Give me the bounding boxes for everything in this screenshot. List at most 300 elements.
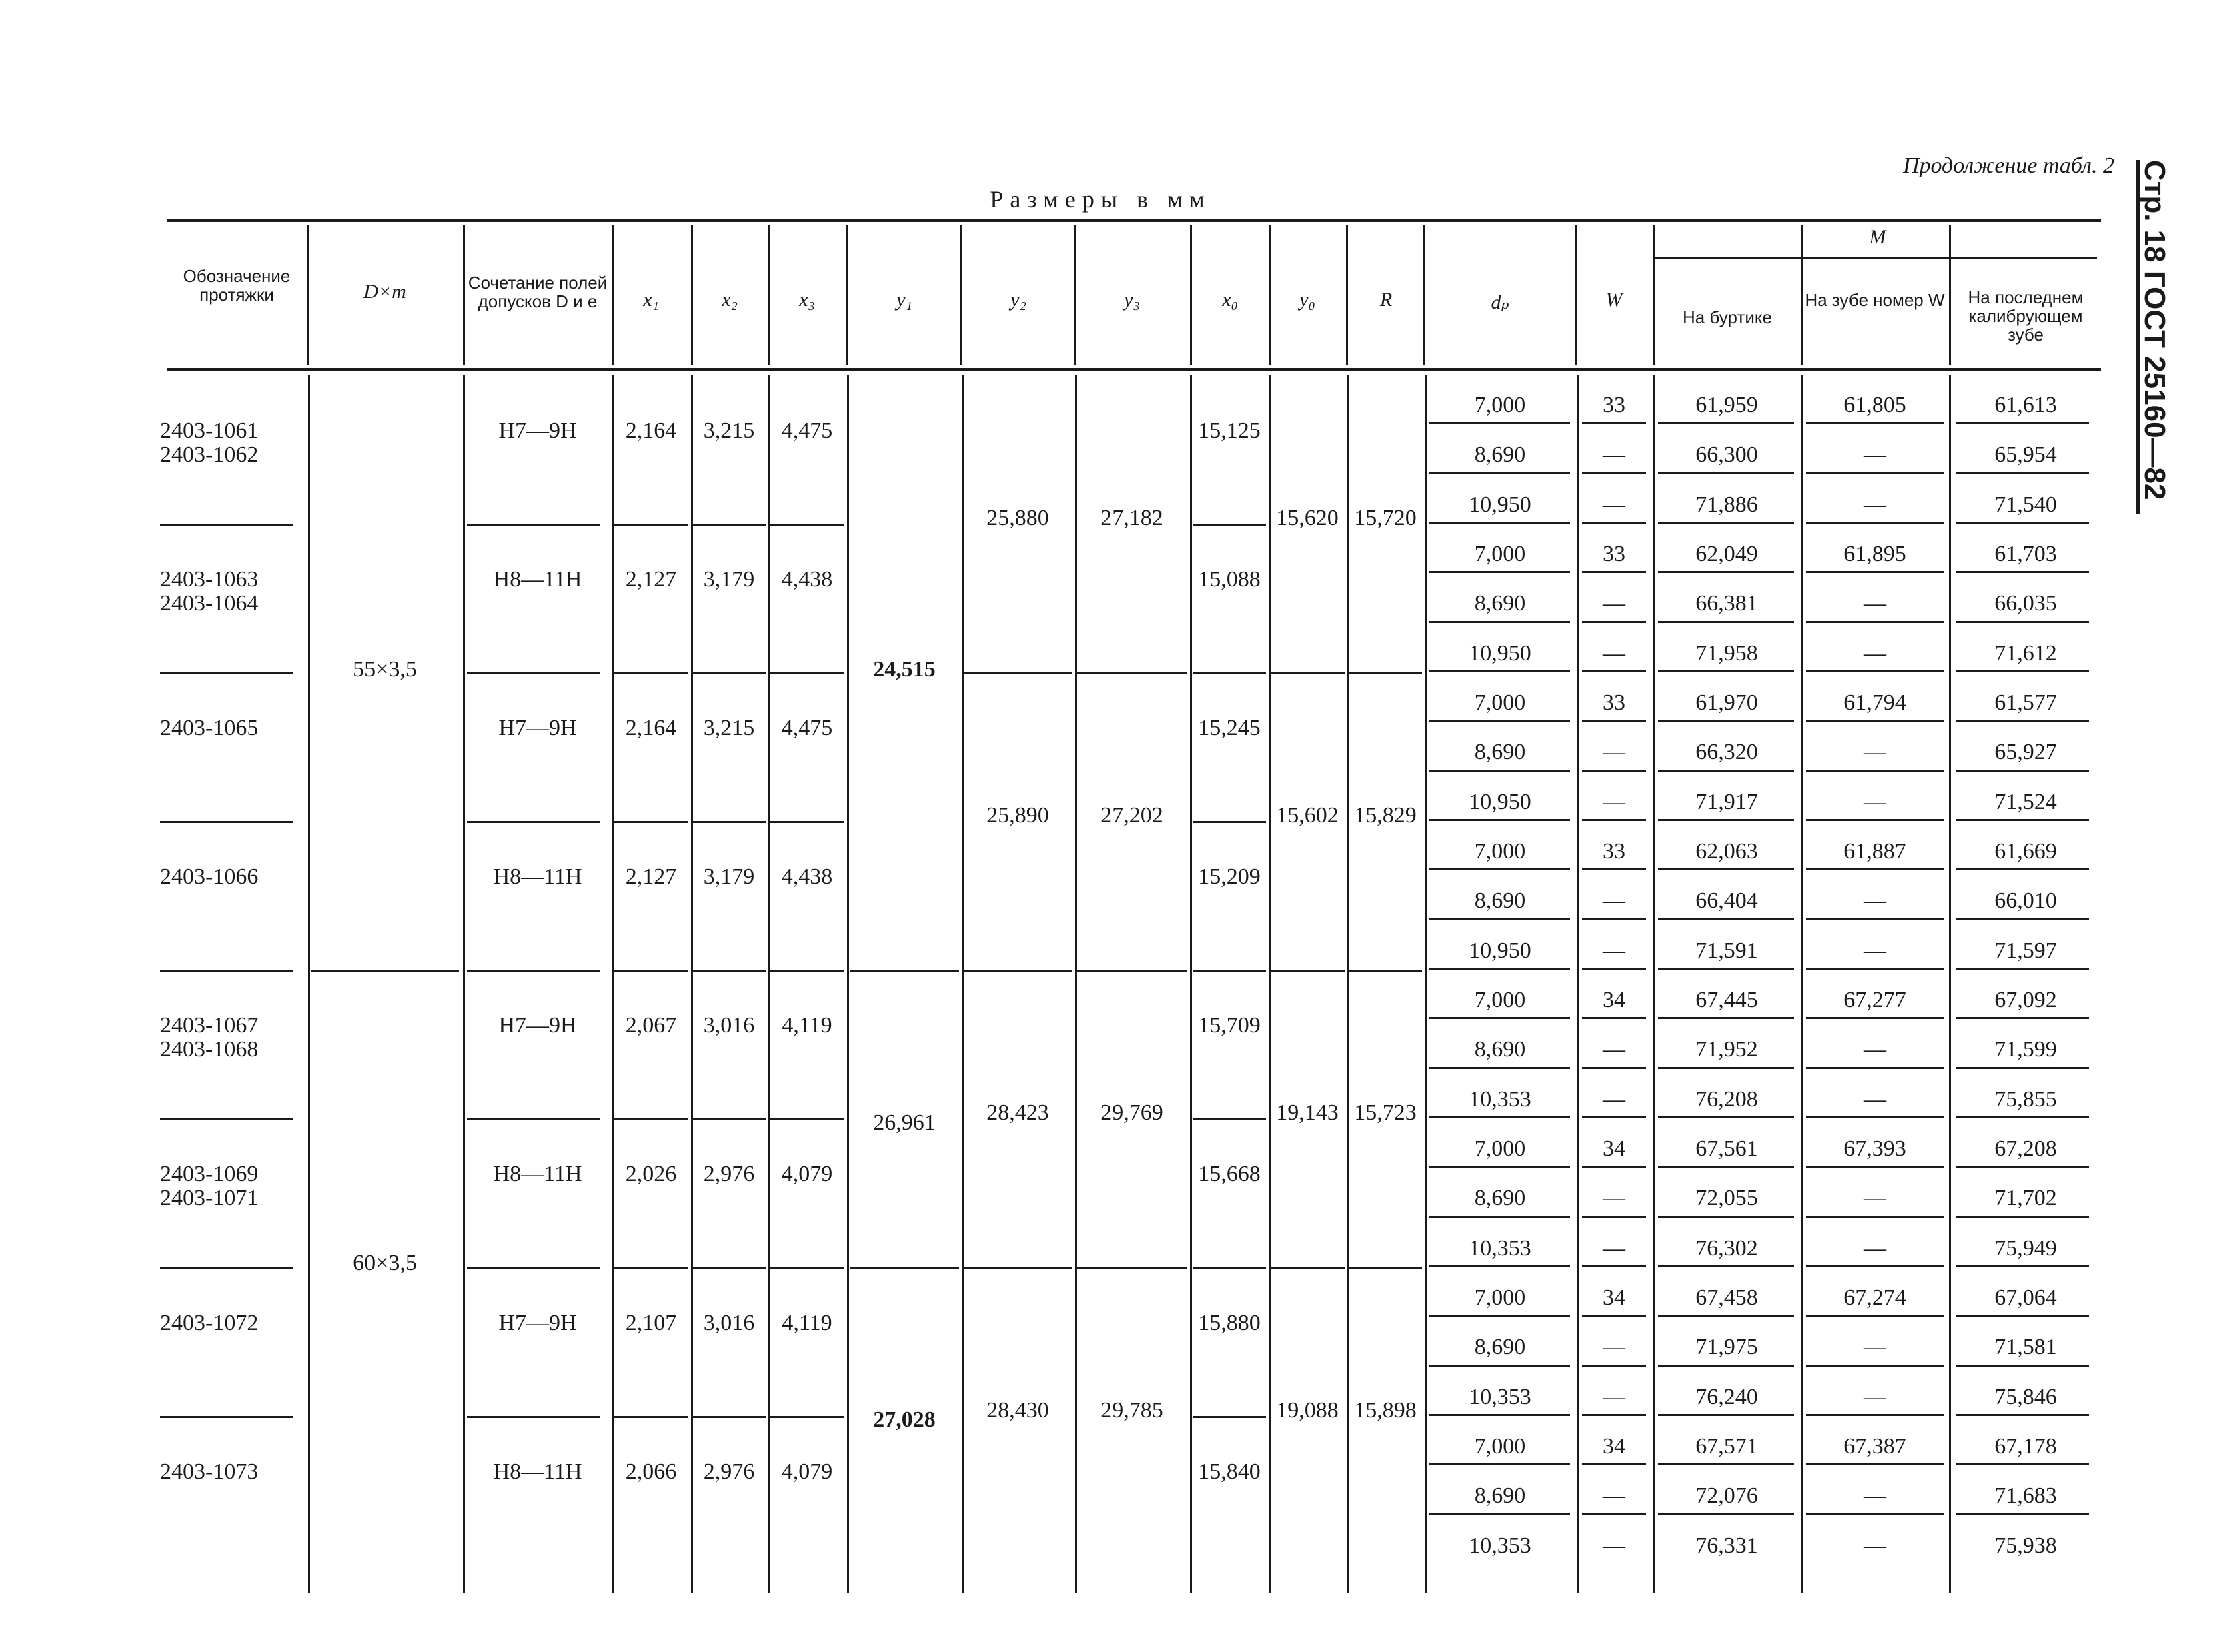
- side-label-text: Стр. 18 ГОСТ 25160—82: [2138, 160, 2171, 500]
- w-value: —: [1603, 938, 1625, 963]
- y0-value: 19,143: [1276, 1100, 1339, 1125]
- row-underline: [1658, 819, 1794, 821]
- pair-separator: [1349, 672, 1422, 674]
- m-tooth-value: —: [1864, 888, 1886, 914]
- designation-text: 2403-1071: [160, 1185, 259, 1210]
- row-underline: [1658, 770, 1794, 772]
- y3-value: 29,785: [1100, 1398, 1163, 1423]
- row-underline: [1658, 1116, 1794, 1118]
- designation-text: 2403-1072: [160, 1310, 259, 1335]
- row-underline: [1429, 868, 1570, 870]
- dp-value: 7,000: [1474, 1434, 1526, 1459]
- y2-value: 25,890: [986, 803, 1049, 828]
- x0-value: 15,880: [1198, 1310, 1261, 1335]
- x0-value: 15,209: [1198, 864, 1261, 889]
- y3-value: 29,769: [1100, 1100, 1163, 1125]
- m-last-value: 75,949: [1994, 1235, 2057, 1261]
- x2-value: 3,179: [703, 864, 755, 889]
- group-separator: [467, 1118, 600, 1120]
- designation-text: 2403-1067: [160, 1012, 259, 1038]
- tolerance-text: H8—11H: [493, 566, 582, 592]
- row-underline: [1658, 472, 1794, 474]
- row-underline: [1806, 1513, 1944, 1515]
- group-separator: [1193, 1267, 1266, 1269]
- group-separator: [467, 821, 600, 823]
- m-tooth-value: —: [1864, 591, 1886, 616]
- col-x1-header: x₁: [643, 289, 659, 311]
- row-underline: [1429, 422, 1570, 424]
- row-underline: [1956, 1017, 2089, 1019]
- m-collar-value: 62,063: [1695, 839, 1758, 864]
- dp-value: 7,000: [1474, 542, 1526, 566]
- col-y0-header: y₀: [1299, 289, 1315, 311]
- units-caption: Размеры в мм: [990, 186, 1211, 213]
- w-value: 33: [1603, 393, 1625, 418]
- m-last-value: 61,577: [1994, 690, 2057, 715]
- dp-value: 7,000: [1474, 1136, 1526, 1161]
- group-separator: [770, 970, 844, 972]
- row-underline: [1582, 968, 1646, 970]
- row-underline: [1582, 422, 1646, 424]
- tolerance-text: H7—9H: [498, 1310, 577, 1335]
- x2-value: 3,215: [703, 715, 755, 740]
- header-col-divider: [612, 225, 614, 365]
- group-separator: [614, 672, 688, 674]
- group-separator: [614, 524, 688, 526]
- m-collar-value: 71,952: [1695, 1037, 1758, 1062]
- m-collar-value: 76,208: [1695, 1086, 1758, 1112]
- w-value: —: [1603, 591, 1625, 616]
- m-collar-value: 71,886: [1695, 492, 1758, 517]
- r-value: 15,898: [1354, 1398, 1417, 1423]
- dp-value: 10,353: [1469, 1086, 1531, 1112]
- group-separator: [692, 524, 766, 526]
- body-col-divider: [1190, 375, 1192, 1593]
- col-x2-header: x₂: [722, 289, 738, 311]
- x1-value: 2,067: [625, 1012, 677, 1038]
- dp-value: 8,690: [1474, 591, 1526, 616]
- dp-value: 10,353: [1469, 1533, 1531, 1558]
- row-underline: [1956, 1463, 2089, 1465]
- m-collar-value: 71,958: [1695, 640, 1758, 666]
- row-underline: [1582, 1315, 1646, 1317]
- m-last-value: 67,064: [1994, 1285, 2057, 1310]
- x3-value: 4,475: [781, 418, 833, 443]
- row-underline: [1956, 918, 2089, 920]
- header-col-divider: [1653, 225, 1655, 365]
- row-underline: [1806, 1017, 1944, 1019]
- row-underline: [1582, 1463, 1646, 1465]
- row-underline: [1429, 1265, 1570, 1267]
- row-underline: [1582, 1265, 1646, 1267]
- m-tooth-value: 61,887: [1843, 839, 1906, 864]
- row-underline: [1582, 1216, 1646, 1218]
- row-underline: [1956, 1166, 2089, 1168]
- m-last-value: 61,669: [1994, 839, 2057, 864]
- y0-value: 15,602: [1276, 803, 1339, 828]
- row-underline: [1806, 621, 1944, 623]
- x2-value: 3,215: [703, 418, 755, 443]
- dp-value: 8,690: [1474, 740, 1526, 765]
- dp-value: 8,690: [1474, 442, 1526, 468]
- row-underline: [1806, 522, 1944, 524]
- group-separator: [160, 1118, 293, 1120]
- row-underline: [1658, 868, 1794, 870]
- row-underline: [1806, 670, 1944, 672]
- x3-value: 4,438: [781, 566, 833, 592]
- m-tooth-value: —: [1864, 938, 1886, 963]
- m-collar-value: 67,445: [1695, 988, 1758, 1012]
- m-collar-value: 71,975: [1695, 1335, 1758, 1360]
- x3-value: 4,119: [782, 1012, 832, 1038]
- pair-separator: [963, 970, 1072, 972]
- row-underline: [1806, 1116, 1944, 1118]
- group-separator: [770, 821, 844, 823]
- header-col-divider: [1949, 225, 1951, 365]
- row-underline: [1429, 918, 1570, 920]
- row-underline: [1658, 1017, 1794, 1019]
- dp-value: 7,000: [1474, 690, 1526, 715]
- body-col-divider: [691, 375, 693, 1593]
- row-underline: [1429, 1116, 1570, 1118]
- tolerance-text: H8—11H: [493, 1459, 582, 1484]
- group-separator: [614, 1416, 688, 1418]
- body-col-divider: [463, 375, 465, 1593]
- pair-separator: [963, 1267, 1072, 1269]
- pair-separator: [1349, 970, 1422, 972]
- m-last-value: 61,703: [1994, 542, 2057, 566]
- row-underline: [1658, 1067, 1794, 1069]
- m-last-value: 61,613: [1994, 393, 2057, 418]
- m-tooth-value: 61,895: [1843, 542, 1906, 566]
- pair-separator: [1270, 970, 1345, 972]
- m-last-value: 71,683: [1994, 1483, 2057, 1509]
- designation-text: 2403-1069: [160, 1161, 259, 1186]
- group-separator: [692, 1416, 766, 1418]
- designation-text: 2403-1068: [160, 1036, 259, 1062]
- m-last-value: 71,612: [1994, 640, 2057, 666]
- m-collar-value: 66,404: [1695, 888, 1758, 914]
- row-underline: [1806, 472, 1944, 474]
- dp-value: 7,000: [1474, 393, 1526, 418]
- m-tooth-value: —: [1864, 442, 1886, 468]
- dp-value: 10,950: [1469, 938, 1531, 963]
- w-value: —: [1603, 1235, 1625, 1261]
- dp-value: 10,950: [1469, 789, 1531, 814]
- col-x3-header: x₃: [799, 289, 815, 311]
- body-col-divider: [768, 375, 770, 1593]
- designation-text: 2403-1062: [160, 442, 259, 467]
- group-separator: [160, 1416, 293, 1418]
- row-underline: [1429, 670, 1570, 672]
- group-separator: [614, 821, 688, 823]
- col-m-last-header: На последнем калибрующем зубе: [1968, 287, 2084, 345]
- col-x0-header: x₀: [1222, 289, 1238, 311]
- row-underline: [1956, 720, 2089, 722]
- row-underline: [1956, 621, 2089, 623]
- header-col-divider: [1269, 225, 1271, 365]
- row-underline: [1956, 1067, 2089, 1069]
- block-2-y1-a: 26,961: [873, 1110, 936, 1135]
- m-last-value: 75,855: [1994, 1086, 2057, 1112]
- col-m-header: M: [1869, 226, 1886, 248]
- side-page-label: [2126, 160, 2184, 520]
- m-tooth-value: 61,805: [1843, 393, 1906, 418]
- table-top-rule: [167, 219, 2101, 222]
- w-value: 33: [1603, 839, 1625, 864]
- m-last-value: 71,599: [1994, 1037, 2057, 1062]
- row-underline: [1429, 720, 1570, 722]
- row-underline: [1806, 720, 1944, 722]
- col-y2-header: y₂: [1010, 289, 1026, 311]
- m-tooth-value: 67,277: [1843, 988, 1906, 1012]
- row-underline: [1956, 868, 2089, 870]
- row-underline: [1956, 571, 2089, 573]
- m-tooth-value: 61,794: [1843, 690, 1906, 715]
- w-value: —: [1603, 888, 1625, 914]
- designation-text: 2403-1064: [160, 590, 259, 616]
- dp-value: 10,950: [1469, 640, 1531, 666]
- m-tooth-value: 67,274: [1843, 1285, 1906, 1310]
- row-underline: [1658, 968, 1794, 970]
- m-collar-value: 66,381: [1695, 591, 1758, 616]
- block-2-y1-b: 27,028: [873, 1407, 936, 1432]
- m-last-value: 71,702: [1994, 1186, 2057, 1211]
- group-separator: [692, 672, 766, 674]
- header-col-divider: [768, 225, 770, 365]
- row-underline: [1956, 1315, 2089, 1317]
- pair-separator: [1076, 1267, 1187, 1269]
- header-col-divider: [846, 225, 848, 365]
- group-separator: [160, 970, 293, 972]
- m-tooth-value: —: [1864, 1086, 1886, 1112]
- w-value: 34: [1603, 988, 1625, 1012]
- group-separator: [770, 524, 844, 526]
- group-separator: [692, 1118, 766, 1120]
- row-underline: [1429, 1463, 1570, 1465]
- row-underline: [1658, 1315, 1794, 1317]
- x1-value: 2,164: [625, 418, 677, 443]
- w-value: —: [1603, 1086, 1625, 1112]
- row-underline: [1806, 968, 1944, 970]
- row-underline: [1806, 1365, 1944, 1367]
- row-underline: [1806, 1216, 1944, 1218]
- group-separator: [467, 1267, 600, 1269]
- pair-separator: [1270, 1267, 1345, 1269]
- row-underline: [1429, 1315, 1570, 1317]
- x3-value: 4,079: [781, 1161, 833, 1186]
- group-separator: [692, 821, 766, 823]
- w-value: —: [1603, 1335, 1625, 1360]
- group-separator: [770, 1416, 844, 1418]
- row-underline: [1658, 1365, 1794, 1367]
- group-separator: [770, 672, 844, 674]
- header-col-divider: [1423, 225, 1425, 365]
- col-m-collar-header: На буртике: [1683, 307, 1772, 327]
- m-tooth-value: —: [1864, 1037, 1886, 1062]
- x1-value: 2,026: [625, 1161, 677, 1186]
- row-underline: [1956, 968, 2089, 970]
- m-collar-value: 71,917: [1695, 789, 1758, 814]
- row-underline: [1582, 770, 1646, 772]
- m-collar-value: 66,300: [1695, 442, 1758, 468]
- row-underline: [1582, 1067, 1646, 1069]
- pair-separator: [1349, 1267, 1422, 1269]
- row-underline: [1806, 819, 1944, 821]
- block-2-dxm: 60×3,5: [353, 1251, 417, 1275]
- x1-value: 2,107: [625, 1310, 677, 1335]
- header-col-divider: [307, 225, 309, 365]
- block-separator: [311, 970, 459, 972]
- row-underline: [1806, 770, 1944, 772]
- w-value: 34: [1603, 1434, 1625, 1459]
- row-underline: [1582, 1116, 1646, 1118]
- group-separator: [160, 672, 293, 674]
- x0-value: 15,840: [1198, 1459, 1261, 1484]
- group-separator: [614, 1267, 688, 1269]
- m-last-value: 71,597: [1994, 938, 2057, 963]
- m-collar-value: 71,591: [1695, 938, 1758, 963]
- dp-value: 10,950: [1469, 492, 1531, 517]
- y0-value: 19,088: [1276, 1398, 1339, 1423]
- m-tooth-value: —: [1864, 1384, 1886, 1409]
- row-underline: [1582, 819, 1646, 821]
- col-y1-header: y₁: [896, 289, 912, 311]
- row-underline: [1429, 770, 1570, 772]
- col-designation-header: Обозначение протяжки: [183, 266, 291, 305]
- dp-value: 7,000: [1474, 1285, 1526, 1310]
- row-underline: [1582, 720, 1646, 722]
- table-header-rule: [167, 368, 2101, 371]
- dp-value: 10,353: [1469, 1384, 1531, 1409]
- m-collar-value: 72,076: [1695, 1483, 1758, 1509]
- m-collar-value: 61,970: [1695, 690, 1758, 715]
- row-underline: [1658, 621, 1794, 623]
- w-value: 33: [1603, 542, 1625, 566]
- w-value: —: [1603, 640, 1625, 666]
- row-underline: [1429, 1216, 1570, 1218]
- header-col-divider: [1074, 225, 1076, 365]
- m-last-value: 65,954: [1994, 442, 2057, 468]
- x2-value: 2,976: [703, 1161, 755, 1186]
- row-underline: [1956, 1513, 2089, 1515]
- row-underline: [1582, 621, 1646, 623]
- body-col-divider: [847, 375, 849, 1593]
- row-underline: [1429, 571, 1570, 573]
- m-tooth-value: —: [1864, 789, 1886, 814]
- row-underline: [1806, 1265, 1944, 1267]
- block-separator: [850, 970, 959, 972]
- group-separator: [467, 1416, 600, 1418]
- dp-value: 10,353: [1469, 1235, 1531, 1261]
- m-tooth-value: —: [1864, 1483, 1886, 1509]
- m-collar-value: 76,240: [1695, 1384, 1758, 1409]
- x3-value: 4,438: [781, 864, 833, 889]
- w-value: —: [1603, 1533, 1625, 1558]
- group-separator: [1193, 1118, 1266, 1120]
- r-value: 15,720: [1354, 506, 1417, 530]
- col-m-tooth-header: На зубе номер W: [1805, 290, 1945, 310]
- group-separator: [467, 524, 600, 526]
- row-underline: [1429, 1513, 1570, 1515]
- row-underline: [1429, 522, 1570, 524]
- col-y3-header: y₃: [1124, 289, 1140, 311]
- y2-value: 28,430: [986, 1398, 1049, 1423]
- dp-value: 7,000: [1474, 839, 1526, 864]
- row-underline: [1806, 571, 1944, 573]
- w-value: —: [1603, 1037, 1625, 1062]
- row-underline: [1658, 1216, 1794, 1218]
- w-value: 34: [1603, 1136, 1625, 1161]
- row-underline: [1429, 1365, 1570, 1367]
- group-separator: [770, 1118, 844, 1120]
- row-underline: [1582, 918, 1646, 920]
- row-underline: [1429, 621, 1570, 623]
- dp-value: 8,690: [1474, 1335, 1526, 1360]
- x0-value: 15,709: [1198, 1012, 1261, 1038]
- row-underline: [1956, 1414, 2089, 1416]
- w-value: 33: [1603, 690, 1625, 715]
- dp-value: 8,690: [1474, 1186, 1526, 1211]
- row-underline: [1429, 1414, 1570, 1416]
- pair-separator: [1270, 672, 1345, 674]
- m-tooth-value: —: [1864, 740, 1886, 765]
- row-underline: [1429, 1067, 1570, 1069]
- row-underline: [1658, 1414, 1794, 1416]
- designation-text: 2403-1061: [160, 418, 259, 443]
- row-underline: [1658, 670, 1794, 672]
- x2-value: 3,016: [703, 1012, 755, 1038]
- x3-value: 4,119: [782, 1310, 832, 1335]
- row-underline: [1658, 1166, 1794, 1168]
- m-last-value: 75,938: [1994, 1533, 2057, 1558]
- y2-value: 28,423: [986, 1100, 1049, 1125]
- m-last-value: 71,581: [1994, 1335, 2057, 1360]
- m-tooth-value: —: [1864, 492, 1886, 517]
- x1-value: 2,127: [625, 566, 677, 592]
- row-underline: [1806, 1166, 1944, 1168]
- group-separator: [160, 524, 293, 526]
- w-value: —: [1603, 1384, 1625, 1409]
- row-underline: [1806, 1414, 1944, 1416]
- x0-value: 15,125: [1198, 418, 1261, 443]
- m-tooth-value: 67,393: [1843, 1136, 1906, 1161]
- m-last-value: 67,208: [1994, 1136, 2057, 1161]
- designation-text: 2403-1063: [160, 566, 259, 592]
- row-underline: [1956, 770, 2089, 772]
- m-last-value: 66,035: [1994, 591, 2057, 616]
- x2-value: 3,179: [703, 566, 755, 592]
- group-separator: [614, 970, 688, 972]
- m-last-value: 66,010: [1994, 888, 2057, 914]
- dp-value: 8,690: [1474, 888, 1526, 914]
- row-underline: [1806, 918, 1944, 920]
- m-tooth-value: —: [1864, 1186, 1886, 1211]
- dp-value: 7,000: [1474, 988, 1526, 1012]
- group-separator: [692, 1267, 766, 1269]
- body-col-divider: [612, 375, 614, 1593]
- tolerance-text: H8—11H: [493, 864, 582, 889]
- row-underline: [1956, 819, 2089, 821]
- col-dxm-header: D×m: [363, 281, 406, 303]
- m-collar-value: 76,302: [1695, 1235, 1758, 1261]
- group-separator: [1193, 970, 1266, 972]
- row-underline: [1806, 1463, 1944, 1465]
- body-col-divider: [308, 375, 310, 1593]
- group-separator: [770, 1267, 844, 1269]
- row-underline: [1582, 1017, 1646, 1019]
- row-underline: [1806, 1067, 1944, 1069]
